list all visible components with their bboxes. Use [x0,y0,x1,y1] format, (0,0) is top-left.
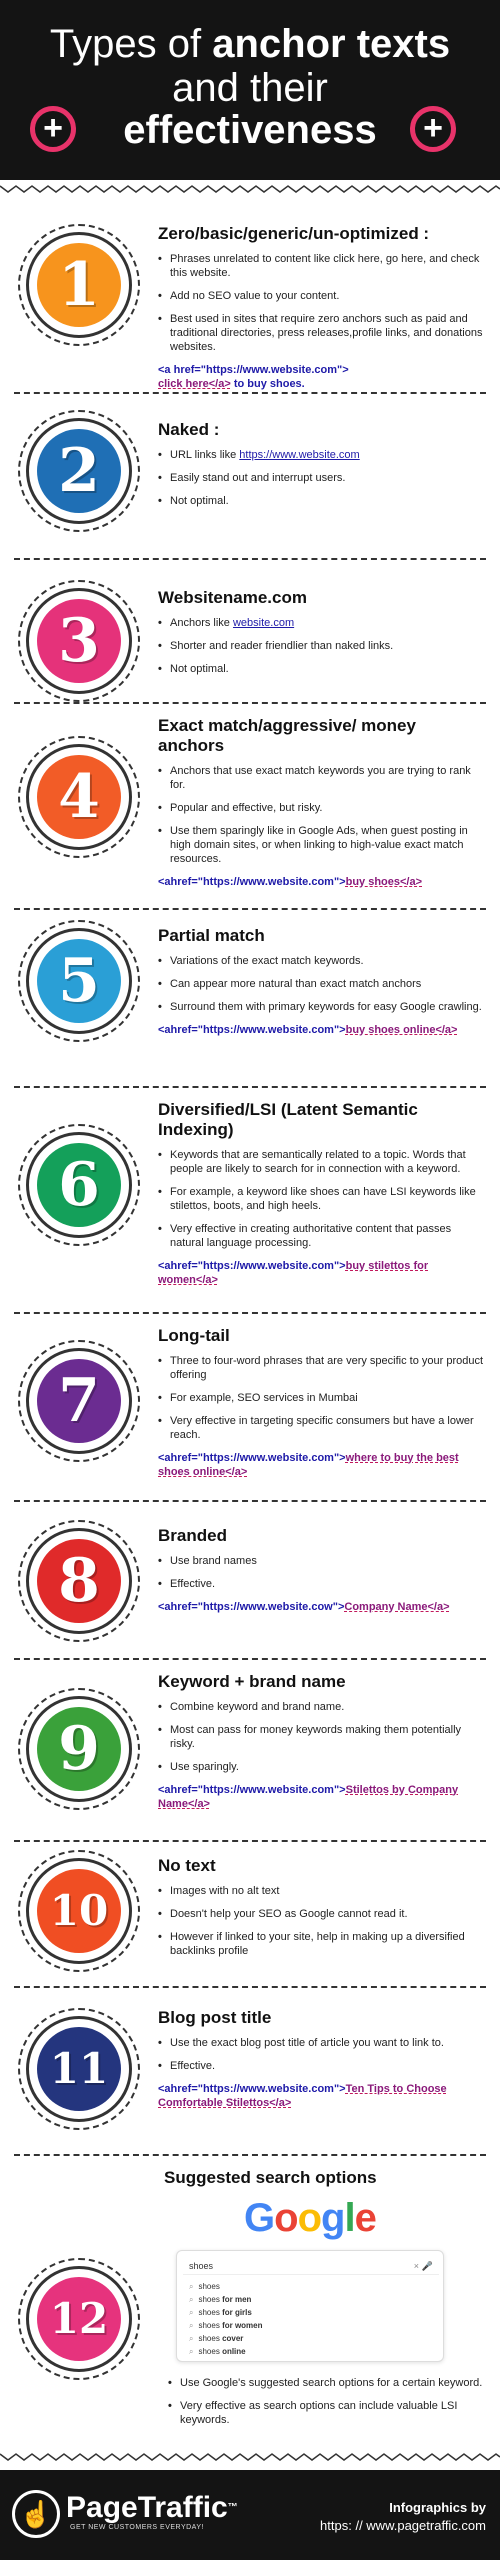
badge-number: 11 [37,2027,121,2111]
plus-icon-right: + [410,106,456,152]
brand-logo: PageTraffic™ [66,2491,238,2524]
section-title: Zero/basic/generic/un-optimized : [158,224,430,243]
section-divider [14,1840,486,1842]
number-badge-8 [18,1520,140,1642]
bullet-item: • Not optimal. [158,494,484,508]
section-suggested-search [168,2376,484,2436]
section-title: Keyword + brand name [158,1672,346,1691]
search-icon: ⌕ [189,2282,194,2291]
section-divider [14,392,486,394]
microphone-icon[interactable]: 🎤 [421,2261,433,2271]
bullet-item: • URL links like https://www.website.com [158,448,484,462]
suggestion-item[interactable]: ⌕ shoes [189,2282,220,2291]
section-divider [14,1658,486,1660]
plus-icon-left: + [30,106,76,152]
section-diversified-lsi [158,1100,484,1287]
section-divider [14,1500,486,1502]
section-title: Websitename.com [158,588,307,607]
badge-number: 2 [37,429,121,513]
suggestion-item[interactable]: ⌕ shoes cover [189,2334,244,2343]
bullet-item: • Anchors that use exact match keywords you are trying to rank for. [158,764,484,792]
bullet-item: • Add no SEO value to your content. [158,289,484,303]
bullet-item: • Popular and effective, but risky. [158,801,484,815]
section-title: Long-tail [158,1326,230,1345]
section-title: Partial match [158,926,265,945]
number-badge-7 [18,1340,140,1462]
search-icon: ⌕ [189,2334,194,2343]
bullet-item: • Surround them with primary keywords for easy Google crawling. [158,1000,484,1014]
header-title-line2: and their [172,66,328,110]
code-example: <a href="https://www.website.com"> click here</a> to buy shoes. [158,364,349,390]
bullet-item: • Very effective in creating authoritative content that passes natural language processing. [158,1222,484,1250]
section-divider [14,558,486,560]
number-badge-11 [18,2008,140,2130]
credit-label: Infographics by [389,2500,486,2515]
section-divider [14,1312,486,1314]
number-badge-9 [18,1688,140,1810]
number-badge-1 [18,224,140,346]
section-partial-match [158,926,484,1037]
badge-number: 4 [37,755,121,839]
number-badge-10 [18,1850,140,1972]
bullet-item: • Very effective as search options can include valuable LSI keywords. [168,2399,484,2427]
number-badge-4 [18,736,140,858]
section-title: Blog post title [158,2008,272,2027]
badge-number: 3 [37,599,121,683]
badge-number: 12 [37,2277,121,2361]
bullet-item: • Phrases unrelated to content like click here, go here, and check this website. [158,252,484,280]
search-icon: ⌕ [189,2347,194,2356]
section-keyword-brand [158,1672,484,1811]
badge-number: 1 [37,243,121,327]
bullet-item: • Effective. [158,2059,484,2073]
header-banner [0,0,500,180]
clear-icon[interactable]: × [413,2261,419,2271]
suggestion-item[interactable]: ⌕ shoes for women [189,2321,263,2330]
section-exact-match [158,716,484,889]
bullet-item: • Use brand names [158,1554,484,1568]
bullet-item: • Combine keyword and brand name. [158,1700,484,1714]
badge-number: 8 [37,1539,121,1623]
bullet-item: • Not optimal. [158,662,484,676]
section-title: Branded [158,1526,227,1545]
section-blog-post-title [158,2008,484,2110]
bullet-item: • Shorter and reader friendlier than naked links. [158,639,484,653]
section-divider [14,2154,486,2156]
section-title: Suggested search options [164,2168,377,2187]
bullet-item: • Images with no alt text [158,1884,484,1898]
number-badge-2 [18,410,140,532]
footer [0,2470,500,2560]
section-divider [14,1986,486,1988]
example-url-link[interactable]: https://www.website.com [239,449,360,461]
section-websitename [158,588,484,685]
code-example: <ahref="https://www.website.com">buy shoes</a> [158,876,423,888]
bullet-item: • Doesn't help your SEO as Google cannot read it. [158,1907,484,1921]
brand-tagline: GET NEW CUSTOMERS EVERYDAY! [70,2524,204,2531]
bullet-item: • Use sparingly. [158,1760,484,1774]
code-example: <ahref="https://www.website.com">buy stilettos for women</a> [158,1260,429,1286]
bullet-item: • Best used in sites that require zero anchors such as paid and traditional directories, press releases,profile links, and donations websites. [158,312,484,354]
search-icon: ⌕ [189,2295,194,2304]
suggestion-item[interactable]: ⌕ shoes for men [189,2295,252,2304]
section-suggested-search-title [164,2168,464,2196]
bullet-item: • Keywords that are semantically related to a topic. Words that people are likely to search for in connection with a keyword. [158,1148,484,1176]
number-badge-3 [18,580,140,702]
zigzag-divider [0,2452,500,2462]
search-icon: ⌕ [189,2308,194,2317]
bullet-item: • For example, SEO services in Mumbai [158,1391,484,1405]
section-long-tail [158,1326,484,1479]
bullet-item: • Can appear more natural than exact match anchors [158,977,484,991]
badge-number: 7 [37,1359,121,1443]
section-title: Naked : [158,420,220,439]
section-divider [14,702,486,704]
bullet-item: • Use them sparingly like in Google Ads, when guest posting in high domain sites, or when linking to high-value exact match resources. [158,824,484,866]
header-title-line1: Types of anchor texts [49,22,451,66]
credit-url[interactable]: https: // www.pagetraffic.com [320,2518,486,2533]
badge-number: 6 [37,1143,121,1227]
section-branded [158,1526,484,1614]
section-title: Diversified/LSI (Latent Semantic Indexing) [158,1100,418,1139]
section-divider [14,908,486,910]
code-example: <ahref="https://www.website.cow">Company Name</a> [158,1601,450,1613]
number-badge-6 [18,1124,140,1246]
bullet-item: • Three to four-word phrases that are very specific to your product offering [158,1354,484,1382]
search-input[interactable]: shoes × 🎤 [183,2257,439,2275]
section-divider [14,1086,486,1088]
bullet-item: • Easily stand out and interrupt users. [158,471,484,485]
section-title: Exact match/aggressive/ money anchors [158,716,416,755]
bullet-item: • Use Google's suggested search options for a certain keyword. [168,2376,484,2390]
bullet-item: • Very effective in targeting specific consumers but have a lower reach. [158,1414,484,1442]
section-zero-generic [158,224,484,391]
suggestion-item[interactable]: ⌕ shoes for girls [189,2308,252,2317]
google-search-dropdown [176,2250,444,2362]
code-example: <ahref="https://www.website.com">buy shoes online</a> [158,1024,458,1036]
code-example: <ahref="https://www.website.com">where to buy the best shoes online</a> [158,1452,459,1478]
bullet-item: • Anchors like website.com [158,616,484,630]
example-domain-link[interactable]: website.com [232,617,295,629]
zigzag-divider [0,184,500,194]
header-title-line3: effectiveness [123,108,377,152]
bullet-item: • However if linked to your site, help in making up a diversified backlinks profile [158,1930,484,1958]
number-badge-5 [18,920,140,1042]
section-naked [158,420,484,517]
google-logo: Google [244,2196,376,2240]
bullet-item: • Variations of the exact match keywords. [158,954,484,968]
number-badge-12 [18,2258,140,2380]
code-example: <ahref="https://www.website.com">Ten Tips to Choose Comfortable Stilettos</a> [158,2083,447,2109]
search-icon: ⌕ [189,2321,194,2330]
hand-pointer-icon: ☝ [12,2490,60,2538]
code-example: <ahref="https://www.website.com">Stilettos by Company Name</a> [158,1784,459,1810]
section-title: No text [158,1856,216,1875]
badge-number: 5 [37,939,121,1023]
bullet-item: • Effective. [158,1577,484,1591]
bullet-item: • For example, a keyword like shoes can have LSI keywords like stilettos, boots, and high heels. [158,1185,484,1213]
bullet-item: • Most can pass for money keywords making them potentially risky. [158,1723,484,1751]
suggestion-item[interactable]: ⌕ shoes online [189,2347,246,2356]
bullet-item: • Use the exact blog post title of article you want to link to. [158,2036,484,2050]
badge-number: 9 [37,1707,121,1791]
badge-number: 10 [37,1869,121,1953]
section-no-text [158,1856,484,1967]
